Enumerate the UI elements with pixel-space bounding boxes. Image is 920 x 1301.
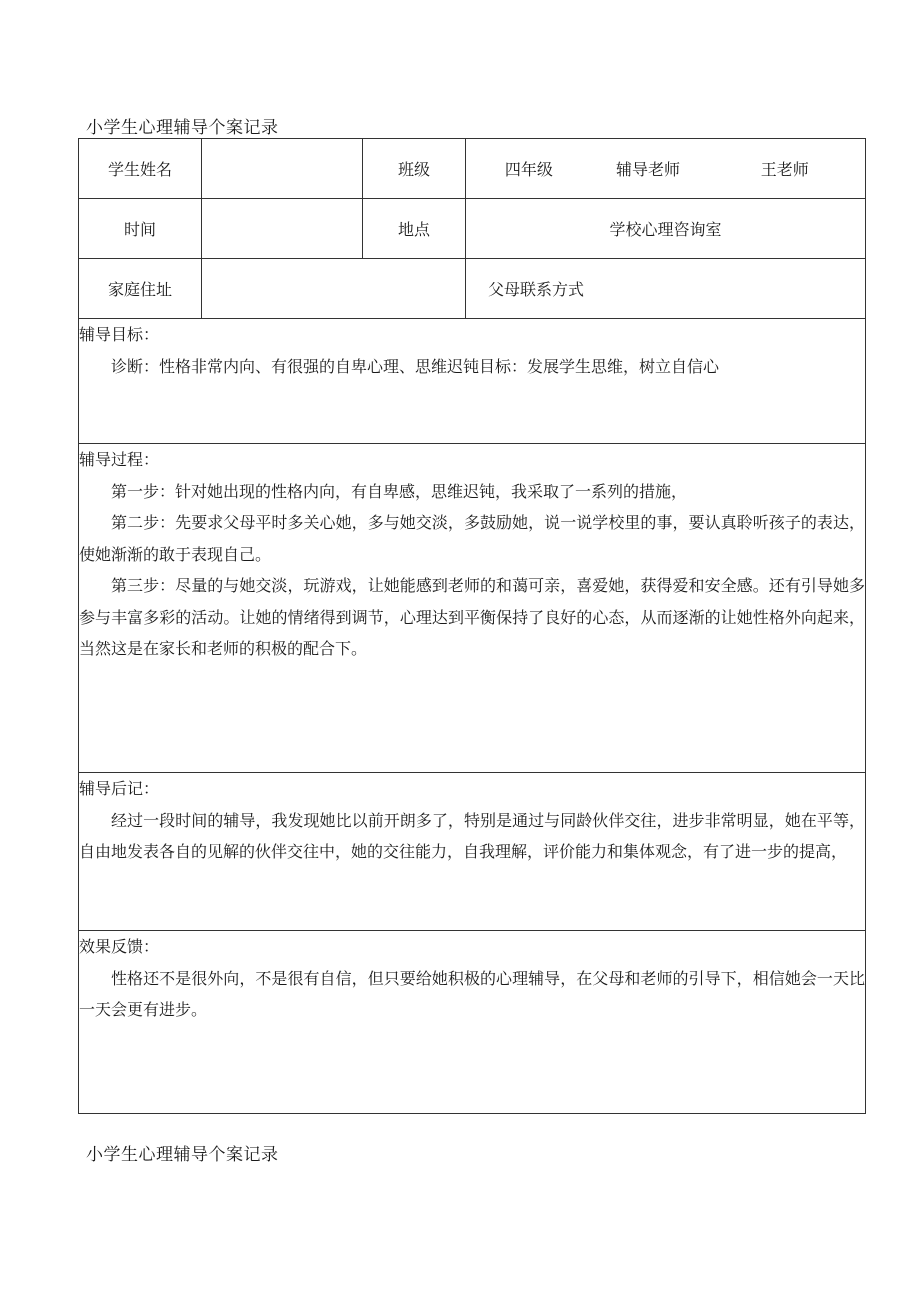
process-label: 辅导过程： — [79, 450, 160, 469]
row-address — [79, 259, 866, 319]
parent-contact-cell — [466, 259, 866, 319]
process-step: 第二步：先要求父母平时多关心她，多与她交淡，多鼓励她，说一说学校里的事，要认真聆听孩子的表达，使她渐渐的敢于表现自己。 — [79, 513, 865, 564]
parent-contact-label: 父母联系方式 — [488, 280, 585, 299]
feedback-label: 效果反馈： — [79, 937, 160, 956]
class-value[interactable]: 四年级 — [504, 160, 553, 179]
process-step: 第一步：针对她出现的性格内向，有自卑感，思维迟钝，我采取了一系列的措施， — [111, 481, 688, 501]
process-step: 第三步：尽量的与她交淡，玩游戏，让她能感到老师的和蔼可亲，喜爱她，获得爱和安全感。还有引导她多参与丰富多彩的活动。让她的情绪得到调节，心理达到平衡保持了良好的心态，从而逐渐的让她性格外向起来，当然这是在家长和老师的积极的配合下。 — [79, 576, 865, 658]
notes-label: 辅导后记： — [79, 779, 160, 798]
section-notes — [79, 773, 866, 931]
notes-text: 经过一段时间的辅导，我发现她比以前开朗多了，特别是通过与同龄伙伴交往，进步非常明显，她在平等，自由地发表各自的见解的伙伴交往中，她的交往能力，自我理解，评价能力和集体观念，有了进一步的提高， — [79, 810, 865, 861]
teacher-value[interactable]: 王老师 — [760, 160, 809, 179]
goal-text: 诊断：性格非常内向、有很强的自卑心理、思维迟钝目标：发展学生思维，树立自信心 — [111, 356, 720, 376]
teacher-label: 辅导老师 — [616, 160, 681, 179]
page-title: 小学生心理辅导个案记录 — [86, 118, 279, 138]
row-time-location — [79, 199, 866, 259]
section-goal — [79, 319, 866, 444]
class-teacher-cell — [466, 139, 866, 199]
time-label: 时间 — [79, 199, 202, 259]
address-label: 家庭住址 — [79, 259, 202, 319]
location-value[interactable]: 学校心理咨询室 — [466, 199, 866, 259]
section-process — [79, 444, 866, 773]
row-student — [79, 139, 866, 199]
student-name-label: 学生姓名 — [79, 139, 202, 199]
section-feedback — [79, 931, 866, 1114]
time-value[interactable] — [202, 199, 363, 259]
footer-title: 小学生心理辅导个案记录 — [86, 1145, 279, 1165]
student-name-value[interactable] — [202, 139, 363, 199]
location-label: 地点 — [363, 199, 466, 259]
counseling-record-table — [78, 138, 866, 1114]
address-value[interactable] — [202, 259, 466, 319]
class-label: 班级 — [363, 139, 466, 199]
goal-label: 辅导目标： — [79, 325, 160, 344]
feedback-text: 性格还不是很外向，不是很有自信，但只要给她积极的心理辅导，在父母和老师的引导下，相信她会一天比一天会更有进步。 — [79, 968, 865, 1019]
